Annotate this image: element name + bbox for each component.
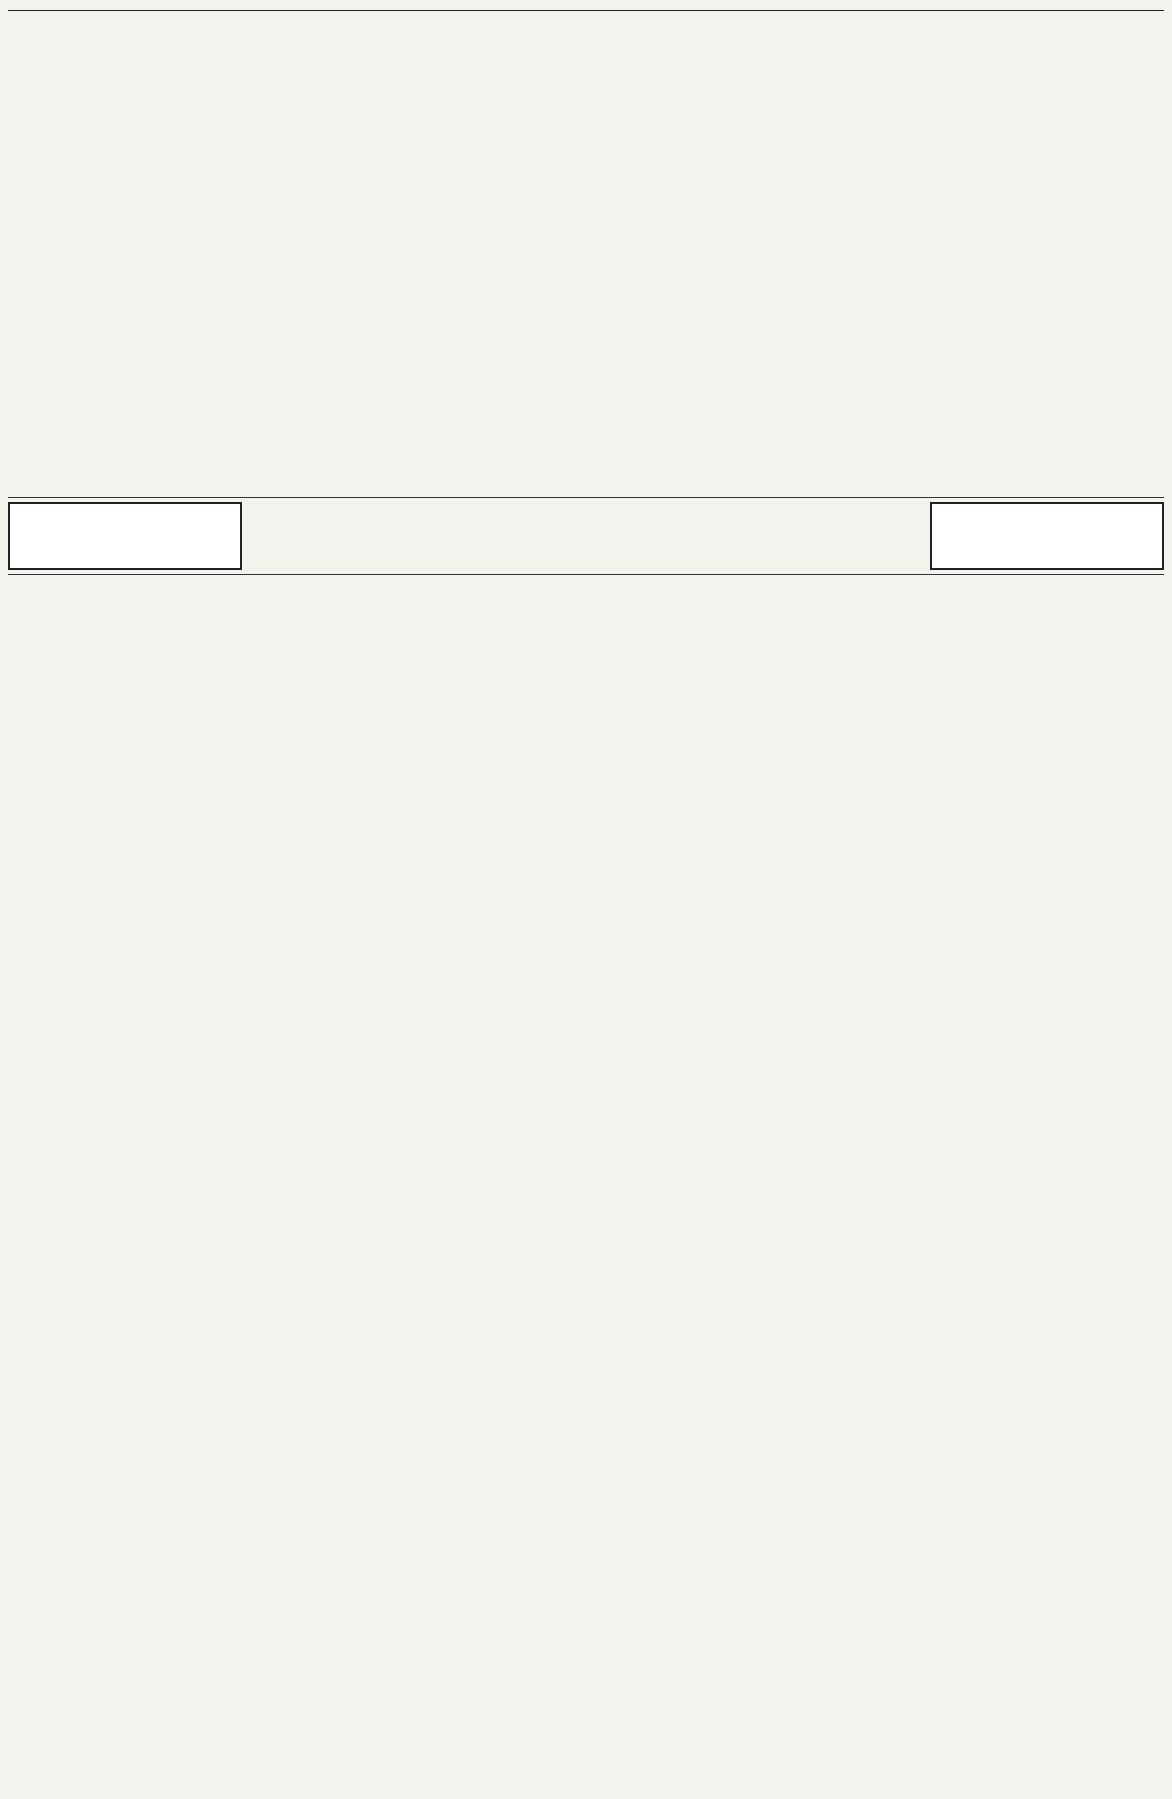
service-directory-section bbox=[8, 581, 1164, 1799]
household-directory-box bbox=[8, 502, 242, 570]
newspaper-page bbox=[8, 8, 1164, 1785]
directory-banner bbox=[8, 497, 1164, 575]
buyers-directory-box bbox=[930, 502, 1164, 570]
help-wanted-section bbox=[8, 11, 1164, 493]
carolers-illustration bbox=[242, 501, 930, 571]
